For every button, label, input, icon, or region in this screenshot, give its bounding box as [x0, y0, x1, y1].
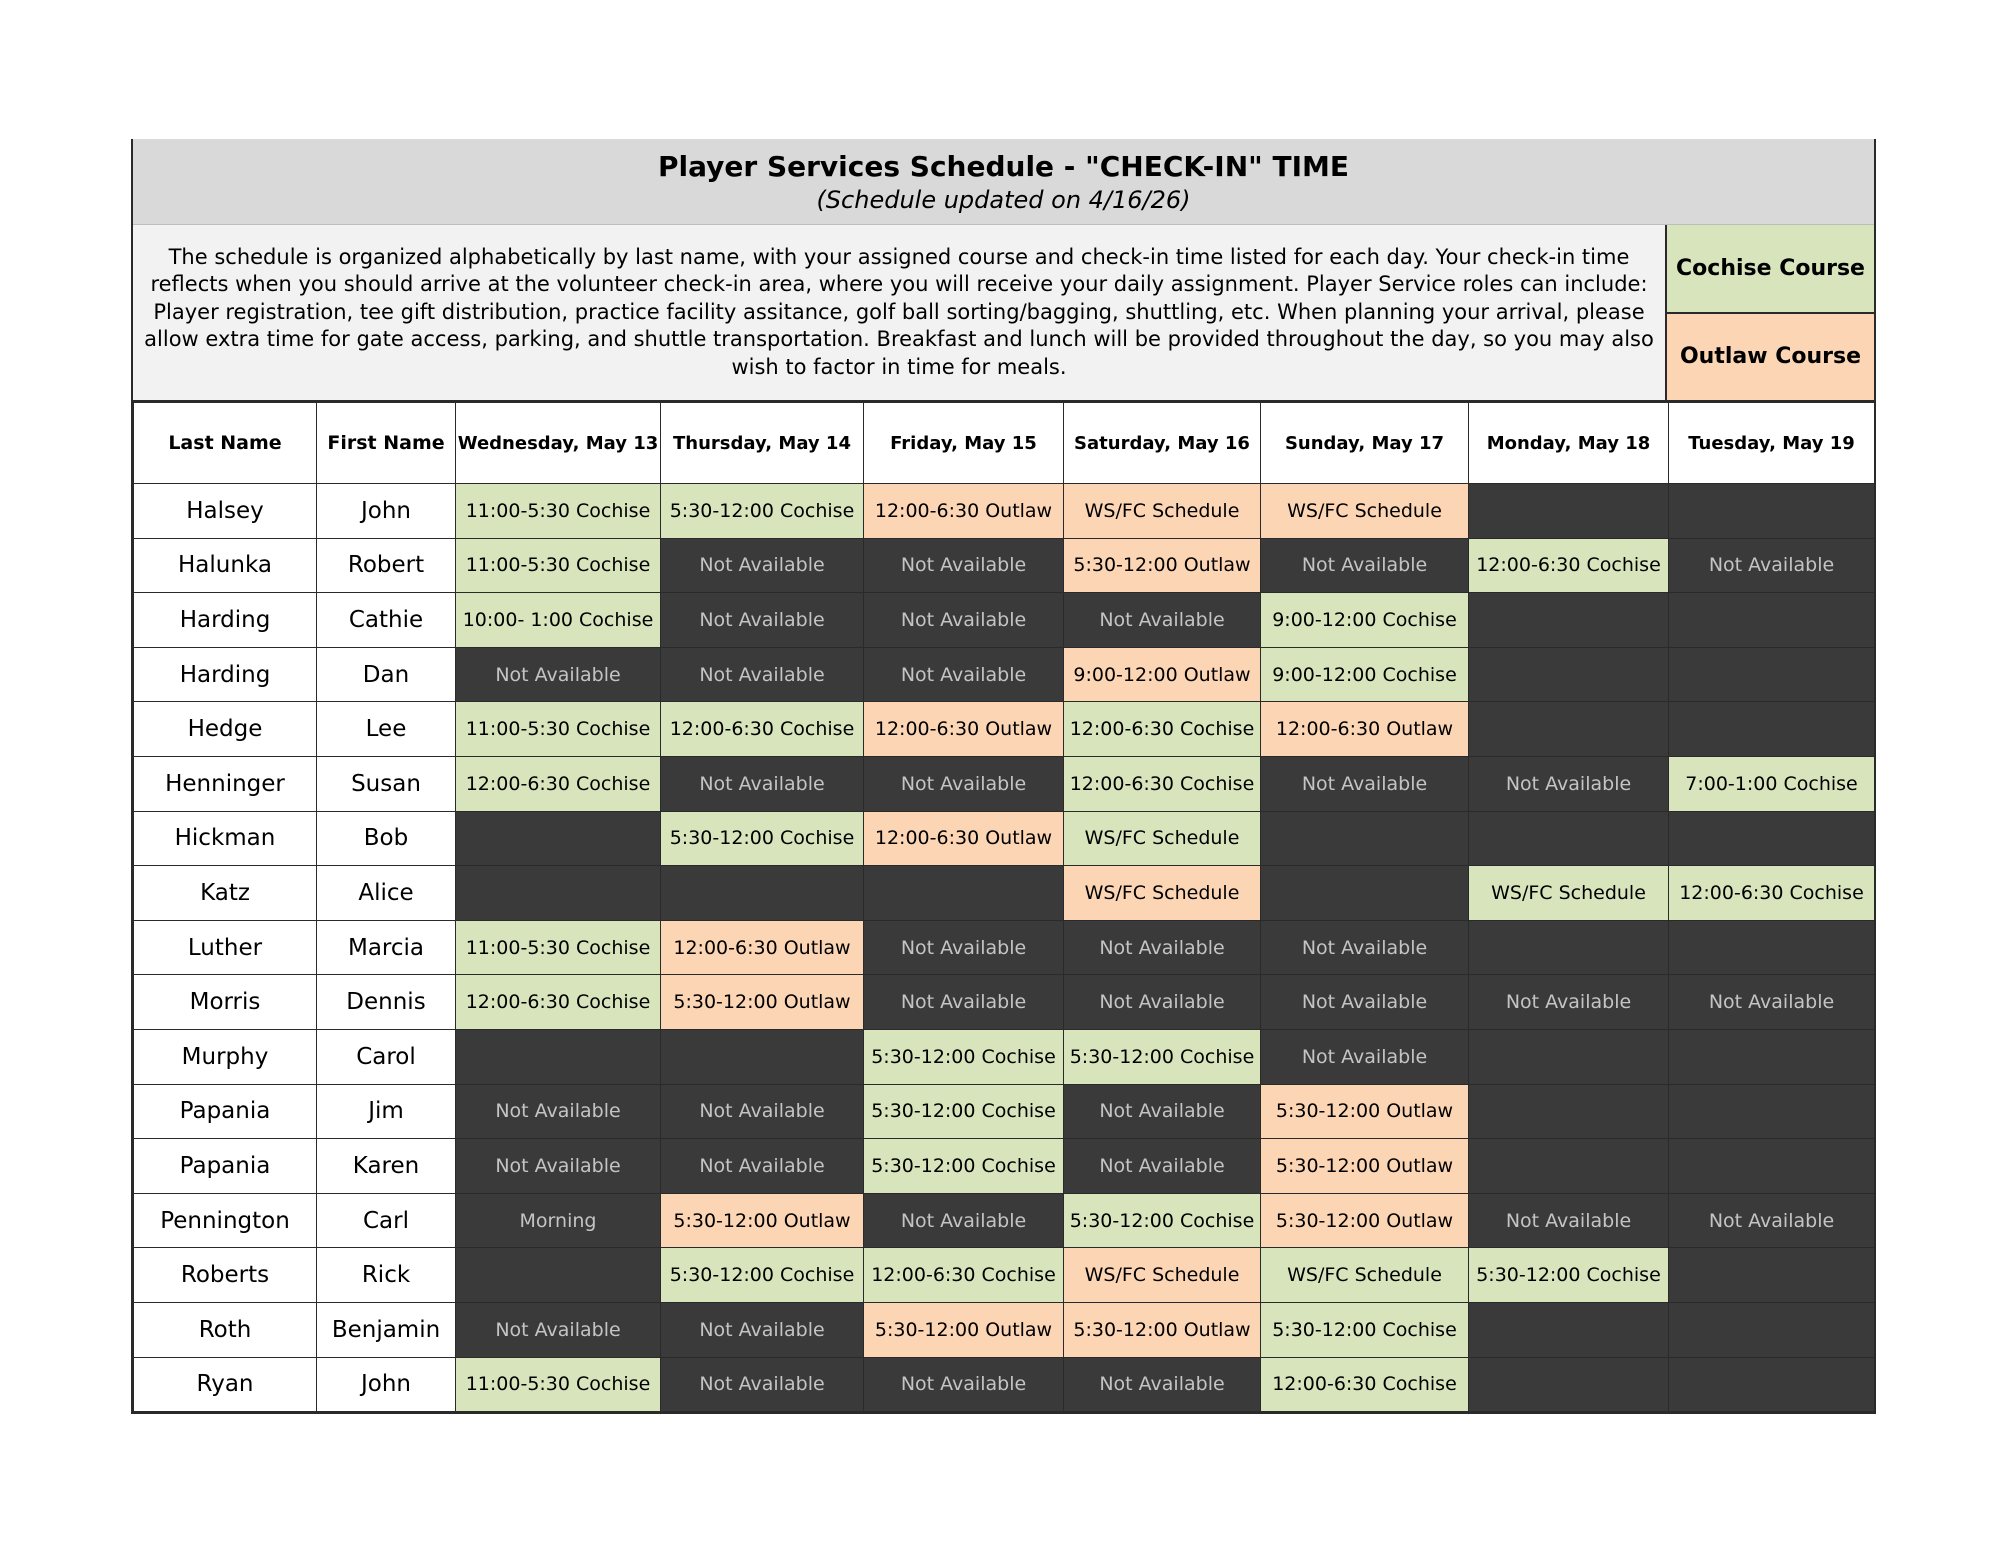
schedule-cell: 12:00-6:30 Cochise — [864, 1248, 1064, 1303]
last-name-cell: Henninger — [134, 756, 317, 811]
schedule-cell: Not Available — [1064, 1357, 1261, 1412]
last-name-cell: Halunka — [134, 538, 317, 593]
schedule-cell: 12:00-6:30 Cochise — [1064, 756, 1261, 811]
schedule-cell — [1669, 811, 1875, 866]
schedule-cell: Not Available — [456, 1084, 661, 1139]
schedule-cell: 5:30-12:00 Cochise — [864, 1139, 1064, 1194]
schedule-cell: Not Available — [456, 1302, 661, 1357]
table-row — [134, 702, 1875, 757]
schedule-cell: Not Available — [1261, 538, 1469, 593]
schedule-cell — [1469, 1357, 1669, 1412]
table-row — [134, 1357, 1875, 1412]
schedule-cell: WS/FC Schedule — [1469, 866, 1669, 921]
schedule-description — [133, 225, 1665, 400]
last-name-cell: Katz — [134, 866, 317, 921]
schedule-cell: Not Available — [661, 593, 864, 648]
table-row — [134, 1139, 1875, 1194]
schedule-cell: Not Available — [456, 1139, 661, 1194]
last-name-cell: Luther — [134, 920, 317, 975]
schedule-table — [133, 402, 1875, 1412]
schedule-cell: Not Available — [1064, 975, 1261, 1030]
last-name-cell: Murphy — [134, 1029, 317, 1084]
schedule-cell: 5:30-12:00 Outlaw — [1064, 1302, 1261, 1357]
schedule-cell — [1469, 647, 1669, 702]
schedule-cell: Not Available — [864, 975, 1064, 1030]
schedule-cell: WS/FC Schedule — [1064, 1248, 1261, 1303]
schedule-cell — [1261, 866, 1469, 921]
schedule-cell: Not Available — [661, 1302, 864, 1357]
schedule-cell: Not Available — [1469, 756, 1669, 811]
info-row — [133, 225, 1874, 402]
schedule-cell — [1469, 1029, 1669, 1084]
schedule-cell: 5:30-12:00 Cochise — [1261, 1302, 1469, 1357]
last-name-cell: Roberts — [134, 1248, 317, 1303]
first-name-cell: Jim — [317, 1084, 456, 1139]
schedule-cell: Not Available — [661, 756, 864, 811]
schedule-cell: Not Available — [864, 920, 1064, 975]
schedule-cell: 12:00-6:30 Cochise — [1261, 1357, 1469, 1412]
schedule-cell — [1469, 811, 1669, 866]
schedule-cell: 5:30-12:00 Cochise — [661, 484, 864, 539]
schedule-cell — [1669, 920, 1875, 975]
schedule-cell: 11:00-5:30 Cochise — [456, 484, 661, 539]
schedule-cell: 9:00-12:00 Cochise — [1261, 593, 1469, 648]
schedule-cell: Not Available — [1669, 538, 1875, 593]
schedule-cell: Not Available — [661, 538, 864, 593]
first-name-cell: Rick — [317, 1248, 456, 1303]
last-name-cell: Morris — [134, 975, 317, 1030]
schedule-cell: 5:30-12:00 Outlaw — [864, 1302, 1064, 1357]
schedule-cell: Not Available — [864, 647, 1064, 702]
schedule-cell — [1669, 647, 1875, 702]
schedule-cell: 5:30-12:00 Cochise — [864, 1029, 1064, 1084]
schedule-cell — [456, 1248, 661, 1303]
schedule-cell: Not Available — [1261, 975, 1469, 1030]
schedule-cell: 5:30-12:00 Outlaw — [661, 1193, 864, 1248]
column-header-3: Thursday, May 14 — [661, 403, 864, 484]
schedule-cell: Not Available — [661, 1357, 864, 1412]
last-name-cell: Roth — [134, 1302, 317, 1357]
last-name-cell: Ryan — [134, 1357, 317, 1412]
schedule-cell — [1669, 1084, 1875, 1139]
schedule-cell — [456, 811, 661, 866]
schedule-cell: Not Available — [864, 1193, 1064, 1248]
schedule-cell — [1669, 1302, 1875, 1357]
schedule-cell — [1669, 593, 1875, 648]
schedule-cell — [1469, 1084, 1669, 1139]
schedule-cell: WS/FC Schedule — [1261, 484, 1469, 539]
first-name-cell: Carl — [317, 1193, 456, 1248]
table-row — [134, 538, 1875, 593]
schedule-cell — [1469, 702, 1669, 757]
column-header-5: Saturday, May 16 — [1064, 403, 1261, 484]
schedule-cell: Not Available — [1669, 1193, 1875, 1248]
schedule-cell: Not Available — [1064, 1084, 1261, 1139]
schedule-cell: 12:00-6:30 Outlaw — [661, 920, 864, 975]
schedule-cell: Not Available — [661, 1084, 864, 1139]
schedule-cell: 12:00-6:30 Outlaw — [1261, 702, 1469, 757]
table-row — [134, 866, 1875, 921]
schedule-cell: 9:00-12:00 Cochise — [1261, 647, 1469, 702]
schedule-cell: 12:00-6:30 Cochise — [661, 702, 864, 757]
schedule-cell: 5:30-12:00 Cochise — [1064, 1193, 1261, 1248]
schedule-cell: Not Available — [864, 593, 1064, 648]
schedule-cell: WS/FC Schedule — [1064, 866, 1261, 921]
first-name-cell: Alice — [317, 866, 456, 921]
column-header-6: Sunday, May 17 — [1261, 403, 1469, 484]
table-row — [134, 975, 1875, 1030]
schedule-cell: 5:30-12:00 Cochise — [1064, 1029, 1261, 1084]
schedule-cell: Not Available — [864, 538, 1064, 593]
schedule-cell: Not Available — [1669, 975, 1875, 1030]
schedule-cell: 5:30-12:00 Cochise — [1469, 1248, 1669, 1303]
schedule-cell: Morning — [456, 1193, 661, 1248]
last-name-cell: Harding — [134, 593, 317, 648]
first-name-cell: Marcia — [317, 920, 456, 975]
last-name-cell: Hickman — [134, 811, 317, 866]
schedule-cell: 11:00-5:30 Cochise — [456, 920, 661, 975]
schedule-cell: 5:30-12:00 Outlaw — [1261, 1084, 1469, 1139]
course-legend — [1665, 225, 1874, 400]
last-name-cell: Hedge — [134, 702, 317, 757]
table-row — [134, 484, 1875, 539]
table-row — [134, 1084, 1875, 1139]
schedule-cell: WS/FC Schedule — [1064, 484, 1261, 539]
table-row — [134, 1193, 1875, 1248]
schedule-cell — [1669, 1357, 1875, 1412]
schedule-cell: 5:30-12:00 Cochise — [661, 1248, 864, 1303]
schedule-cell — [1669, 1029, 1875, 1084]
page-subtitle: (Schedule updated on 4/16/26) — [816, 186, 1191, 214]
schedule-sheet — [131, 139, 1876, 1414]
first-name-cell: Robert — [317, 538, 456, 593]
schedule-cell: Not Available — [661, 647, 864, 702]
table-header-row — [134, 403, 1875, 484]
column-header-7: Monday, May 18 — [1469, 403, 1669, 484]
schedule-cell: 11:00-5:30 Cochise — [456, 538, 661, 593]
schedule-cell — [456, 1029, 661, 1084]
schedule-cell: Not Available — [1469, 1193, 1669, 1248]
description-text: The schedule is organized alphabetically by last name, with your assigned course and check-in time listed for each day. Your check-in time reflects when you should arrive at the volunteer check-in area, where you will receive your daily assignment. Player Service roles can include: Player registration, tee gift distribution, practice facility assitance, golf ball sorting/bagging, shuttling, etc. When planning your arrival, please allow extra time for gate access, parking, and shuttle transportation. Breakfast and lunch will be provided throughout the day, so you may also wish to factor in time for meals. — [144, 244, 1654, 379]
table-row — [134, 1248, 1875, 1303]
schedule-cell: 5:30-12:00 Outlaw — [1261, 1139, 1469, 1194]
first-name-cell: Karen — [317, 1139, 456, 1194]
schedule-cell: Not Available — [864, 756, 1064, 811]
schedule-cell — [1669, 702, 1875, 757]
schedule-cell: 12:00-6:30 Outlaw — [864, 484, 1064, 539]
first-name-cell: Dan — [317, 647, 456, 702]
table-row — [134, 811, 1875, 866]
legend-outlaw-course: Outlaw Course — [1667, 312, 1874, 401]
schedule-cell: Not Available — [1064, 1139, 1261, 1194]
schedule-cell — [1261, 811, 1469, 866]
first-name-cell: Susan — [317, 756, 456, 811]
schedule-cell: Not Available — [1064, 920, 1261, 975]
first-name-cell: Benjamin — [317, 1302, 456, 1357]
table-body — [134, 484, 1875, 1412]
schedule-cell — [1469, 593, 1669, 648]
first-name-cell: John — [317, 484, 456, 539]
schedule-cell — [1469, 920, 1669, 975]
schedule-cell: 5:30-12:00 Outlaw — [1064, 538, 1261, 593]
last-name-cell: Papania — [134, 1084, 317, 1139]
schedule-cell: 5:30-12:00 Outlaw — [661, 975, 864, 1030]
first-name-cell: Cathie — [317, 593, 456, 648]
schedule-cell: Not Available — [456, 647, 661, 702]
schedule-cell: 11:00-5:30 Cochise — [456, 1357, 661, 1412]
table-row — [134, 756, 1875, 811]
schedule-cell: Not Available — [661, 1139, 864, 1194]
schedule-cell: 12:00-6:30 Cochise — [1064, 702, 1261, 757]
last-name-cell: Papania — [134, 1139, 317, 1194]
table-row — [134, 1029, 1875, 1084]
schedule-cell: Not Available — [1261, 1029, 1469, 1084]
title-block — [133, 139, 1874, 225]
schedule-cell: 12:00-6:30 Cochise — [1669, 866, 1875, 921]
schedule-cell: WS/FC Schedule — [1064, 811, 1261, 866]
schedule-cell: Not Available — [1261, 920, 1469, 975]
column-header-8: Tuesday, May 19 — [1669, 403, 1875, 484]
last-name-cell: Harding — [134, 647, 317, 702]
schedule-cell: 12:00-6:30 Outlaw — [864, 702, 1064, 757]
last-name-cell: Pennington — [134, 1193, 317, 1248]
table-row — [134, 920, 1875, 975]
schedule-cell — [456, 866, 661, 921]
schedule-cell — [1669, 1248, 1875, 1303]
schedule-cell — [864, 866, 1064, 921]
first-name-cell: Lee — [317, 702, 456, 757]
schedule-cell: 12:00-6:30 Cochise — [456, 756, 661, 811]
schedule-cell: 12:00-6:30 Outlaw — [864, 811, 1064, 866]
schedule-cell: Not Available — [864, 1357, 1064, 1412]
first-name-cell: John — [317, 1357, 456, 1412]
schedule-cell: Not Available — [1469, 975, 1669, 1030]
schedule-cell — [1469, 1139, 1669, 1194]
legend-cochise-course: Cochise Course — [1667, 225, 1874, 312]
schedule-cell: Not Available — [1064, 593, 1261, 648]
schedule-cell: WS/FC Schedule — [1261, 1248, 1469, 1303]
schedule-cell — [661, 1029, 864, 1084]
schedule-cell: 5:30-12:00 Outlaw — [1261, 1193, 1469, 1248]
schedule-cell: 12:00-6:30 Cochise — [1469, 538, 1669, 593]
schedule-cell: 10:00- 1:00 Cochise — [456, 593, 661, 648]
schedule-cell: 5:30-12:00 Cochise — [864, 1084, 1064, 1139]
column-header-1: First Name — [317, 403, 456, 484]
table-row — [134, 593, 1875, 648]
column-header-2: Wednesday, May 13 — [456, 403, 661, 484]
schedule-cell — [1469, 1302, 1669, 1357]
last-name-cell: Halsey — [134, 484, 317, 539]
schedule-cell — [661, 866, 864, 921]
first-name-cell: Bob — [317, 811, 456, 866]
schedule-cell — [1469, 484, 1669, 539]
first-name-cell: Dennis — [317, 975, 456, 1030]
schedule-cell — [1669, 1139, 1875, 1194]
schedule-cell: Not Available — [1261, 756, 1469, 811]
schedule-cell: 7:00-1:00 Cochise — [1669, 756, 1875, 811]
first-name-cell: Carol — [317, 1029, 456, 1084]
column-header-4: Friday, May 15 — [864, 403, 1064, 484]
schedule-cell: 12:00-6:30 Cochise — [456, 975, 661, 1030]
schedule-cell: 11:00-5:30 Cochise — [456, 702, 661, 757]
table-row — [134, 647, 1875, 702]
column-header-0: Last Name — [134, 403, 317, 484]
page-title: Player Services Schedule - "CHECK-IN" TIME — [658, 150, 1349, 183]
schedule-cell — [1669, 484, 1875, 539]
schedule-cell: 9:00-12:00 Outlaw — [1064, 647, 1261, 702]
schedule-cell: 5:30-12:00 Cochise — [661, 811, 864, 866]
table-row — [134, 1302, 1875, 1357]
